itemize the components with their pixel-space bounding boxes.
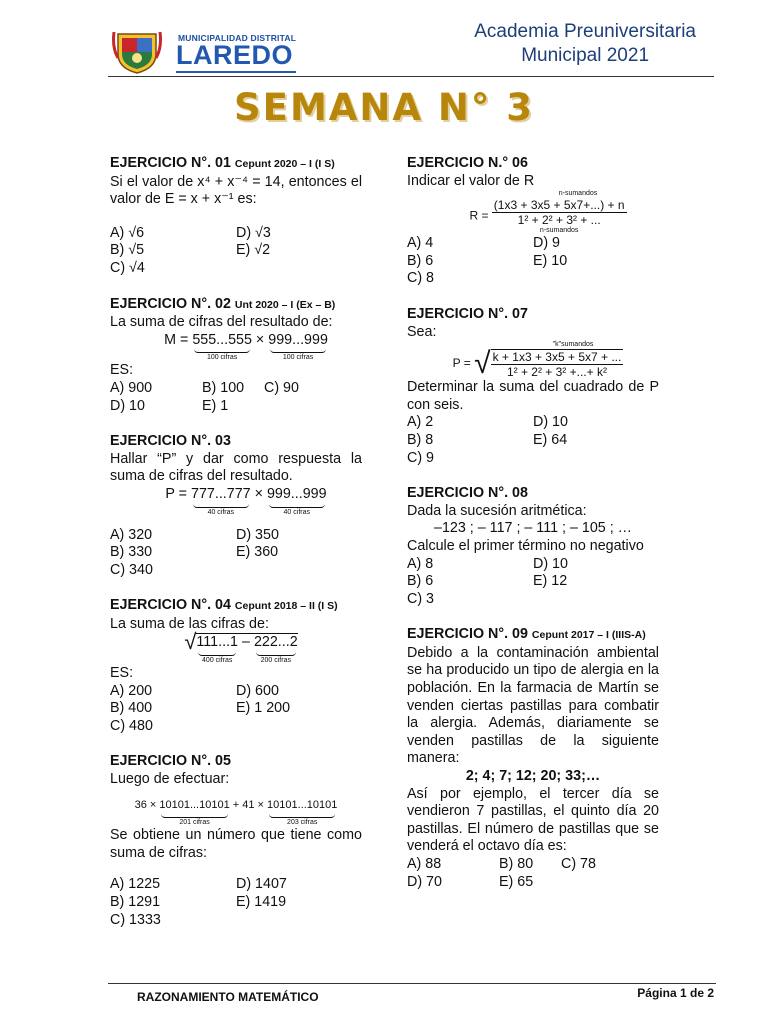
sqrt-icon: √ bbox=[184, 629, 197, 655]
page-number: Página 1 de 2 bbox=[637, 986, 714, 1000]
municipal-logo bbox=[112, 28, 300, 74]
option-a: A) 8 bbox=[407, 555, 434, 572]
term: 777...777 bbox=[191, 485, 251, 502]
underbrace-term bbox=[268, 332, 328, 363]
option-b: B) 100 bbox=[202, 379, 245, 396]
exercise-source: Cepunt 2018 – II (I S) bbox=[234, 600, 338, 613]
left-column bbox=[110, 155, 362, 947]
underbrace-term bbox=[192, 332, 252, 363]
right-column bbox=[407, 155, 659, 909]
exercise-title: EJERCICIO N°. 05 bbox=[110, 753, 231, 770]
logo-title: LAREDO bbox=[176, 40, 293, 70]
formula-lhs: P = bbox=[165, 485, 188, 502]
option-e: E) 10 bbox=[533, 252, 568, 269]
option-d: D) 70 bbox=[407, 873, 442, 890]
underbrace-term bbox=[267, 797, 337, 828]
answer-options bbox=[407, 414, 659, 467]
term: 111...1 bbox=[196, 634, 239, 651]
option-a: A) 1225 bbox=[110, 876, 161, 893]
option-e: E) √2 bbox=[236, 242, 271, 259]
answer-options bbox=[110, 225, 362, 278]
exercise-text: La suma de las cifras de: bbox=[110, 615, 269, 632]
option-e: E) 65 bbox=[499, 873, 534, 890]
option-b: B) 1291 bbox=[110, 894, 161, 910]
exercise-source: Cepunt 2017 – I (IIIS-A) bbox=[531, 629, 646, 642]
option-c: C) 8 bbox=[407, 270, 435, 287]
option-c: C) 78 bbox=[561, 856, 596, 872]
formula bbox=[110, 797, 362, 828]
option-c: C) 1333 bbox=[110, 911, 161, 928]
underbrace-label: 201 cifras bbox=[179, 819, 210, 827]
exercise-text-2: Se obtiene un número que tiene como suma de cifras: bbox=[110, 827, 362, 861]
exercise-text: Luego de efectuar: bbox=[110, 771, 230, 788]
underbrace-term bbox=[159, 797, 229, 828]
underbrace-term bbox=[191, 486, 251, 517]
option-b: B) 330 bbox=[110, 544, 153, 561]
operator: + 41 × bbox=[232, 798, 264, 811]
option-d: D) 600 bbox=[236, 682, 279, 699]
exercise-source: Cepunt 2020 – I (I S) bbox=[234, 158, 335, 170]
answer-options bbox=[110, 527, 362, 580]
operator: – bbox=[242, 634, 250, 651]
option-b: B) 400 bbox=[110, 700, 153, 717]
option-a: A) 200 bbox=[110, 682, 153, 699]
option-c: C) 90 bbox=[264, 379, 299, 396]
exercise-04 bbox=[110, 597, 362, 735]
exercise-heading bbox=[407, 626, 659, 645]
answer-options bbox=[110, 683, 362, 736]
option-a: A) 88 bbox=[407, 856, 442, 872]
formula bbox=[437, 190, 659, 235]
option-d: D) 10 bbox=[533, 414, 568, 431]
page-title: SEMANA N° 3 bbox=[234, 86, 534, 129]
exercise-title: EJERCICIO N°. 04 bbox=[110, 597, 231, 614]
underbrace-label: 100 cifras bbox=[206, 354, 238, 362]
term: 999...999 bbox=[268, 331, 328, 348]
option-c: C) 340 bbox=[110, 561, 153, 578]
exercise-text: Hallar “P” y dar como respuesta la suma de cifras del resultado. bbox=[110, 450, 362, 485]
es-label: ES: bbox=[110, 362, 134, 379]
exercise-08 bbox=[407, 485, 659, 608]
underbrace-label: 400 cifras bbox=[202, 657, 233, 665]
denominator: 1² + 2² + 3² +...+ k² bbox=[506, 365, 607, 380]
radicand bbox=[196, 633, 297, 665]
academy-name bbox=[474, 20, 696, 68]
footer-course: RAZONAMIENTO MATEMÁTICO bbox=[137, 990, 319, 1004]
numerator: (1x3 + 3x5 + 5x7+...) + n bbox=[493, 198, 625, 213]
formula-lhs: P = bbox=[452, 356, 471, 371]
sqrt-icon: √ bbox=[474, 347, 491, 381]
option-a: A) 900 bbox=[110, 379, 153, 396]
sequence: –123 ; – 117 ; – 111 ; – 105 ; … bbox=[434, 520, 632, 537]
underbrace-label: 200 cifras bbox=[260, 657, 291, 665]
option-e: E) 64 bbox=[533, 431, 568, 448]
logo-underline bbox=[176, 71, 296, 73]
exercise-06 bbox=[407, 155, 659, 288]
formula-bottom-label: n-sumandos bbox=[539, 227, 579, 235]
underbrace-label: 40 cifras bbox=[207, 508, 235, 516]
header-divider bbox=[108, 76, 714, 77]
exercise-text-2: Calcule el primer término no negativo bbox=[407, 537, 644, 554]
formula bbox=[110, 629, 362, 665]
option-d: D) 10 bbox=[533, 555, 568, 572]
exercise-text: Dada la sucesión aritmética: bbox=[407, 502, 587, 519]
exercise-title: EJERCICIO N.° 06 bbox=[407, 155, 528, 171]
exercise-title: EJERCICIO N°. 09 bbox=[407, 626, 528, 643]
logo-subtitle: MUNICIPALIDAD DISTRITAL bbox=[178, 33, 297, 43]
option-b: B) 80 bbox=[499, 856, 534, 872]
option-e: E) 12 bbox=[533, 573, 568, 590]
exercise-heading bbox=[110, 296, 362, 315]
exercise-02 bbox=[110, 296, 362, 416]
exercise-title: EJERCICIO N°. 02 bbox=[110, 295, 231, 312]
operator: × bbox=[255, 331, 265, 348]
exercise-text: La suma de cifras del resultado de: bbox=[110, 314, 333, 331]
exercise-title: EJERCICIO N°. 08 bbox=[407, 485, 528, 502]
underbrace-term bbox=[267, 486, 327, 517]
underbrace-term bbox=[254, 634, 298, 665]
exercise-09 bbox=[407, 626, 659, 891]
term: 555...555 bbox=[192, 331, 252, 348]
option-b: B) 6 bbox=[407, 573, 434, 590]
coat-of-arms-icon bbox=[112, 28, 162, 74]
exercise-text: Debido a la contaminación ambiental se ha producido un tipo de alergia en la población. En la farmacia de Martín se venden ciertas pastillas para combatir la alergia. Además, diariamente se venden pastillas de la siguiente manera: bbox=[407, 644, 659, 767]
option-c: C) √4 bbox=[110, 259, 145, 276]
exercise-text: Indicar el valor de R bbox=[407, 172, 535, 189]
term: 10101...10101 bbox=[267, 798, 338, 811]
exercise-title: EJERCICIO N°. 01 bbox=[110, 155, 231, 171]
option-c: C) 9 bbox=[407, 449, 435, 466]
exercise-title: EJERCICIO N°. 03 bbox=[110, 433, 231, 450]
option-a: A) 4 bbox=[407, 235, 434, 252]
answer-options bbox=[407, 235, 659, 288]
exercise-title: EJERCICIO N°. 07 bbox=[407, 305, 528, 322]
fraction bbox=[491, 349, 624, 379]
underbrace-label: 100 cifras bbox=[282, 354, 314, 362]
exercise-03 bbox=[110, 433, 362, 579]
option-d: D) 10 bbox=[110, 397, 145, 414]
option-e: E) 1 bbox=[202, 397, 229, 414]
formula-top-label: "k"sumandos bbox=[552, 341, 594, 349]
footer-divider bbox=[108, 983, 716, 984]
option-d: D) 9 bbox=[533, 235, 561, 252]
exercise-05 bbox=[110, 753, 362, 929]
option-e: E) 1419 bbox=[236, 894, 287, 910]
term: 222...2 bbox=[253, 634, 298, 651]
option-b: B) 6 bbox=[407, 252, 434, 269]
underbrace-label: 40 cifras bbox=[283, 508, 310, 516]
option-d: D) √3 bbox=[236, 224, 271, 241]
sequence: 2; 4; 7; 12; 20; 33;… bbox=[465, 768, 601, 785]
term: 999...999 bbox=[266, 485, 327, 502]
operator: × bbox=[254, 485, 263, 502]
option-a: A) 2 bbox=[407, 414, 434, 431]
option-d: D) 350 bbox=[236, 526, 279, 543]
option-b: B) √5 bbox=[110, 242, 145, 259]
exercise-heading bbox=[110, 597, 362, 616]
exercise-text: Si el valor de x⁴ + x⁻⁴ = 14, entonces el valor de E = x + x⁻¹ es: bbox=[110, 173, 362, 208]
numerator: k + 1x3 + 3x5 + 5x7 + ... bbox=[492, 350, 622, 365]
option-e: E) 1 200 bbox=[236, 700, 291, 717]
exercise-text: Sea: bbox=[407, 323, 437, 340]
exercise-01 bbox=[110, 155, 362, 278]
option-a: A) 320 bbox=[110, 526, 153, 543]
underbrace-term bbox=[196, 634, 238, 665]
underbrace-label: 203 cifras bbox=[287, 819, 318, 827]
answer-options bbox=[110, 876, 362, 929]
exercise-source: Unt 2020 – I (Ex – B) bbox=[234, 298, 336, 311]
exercise-text-2: Determinar la suma del cuadrado de P con seis. bbox=[407, 379, 659, 413]
academy-line-1: Academia Preuniversitaria bbox=[474, 21, 696, 42]
denominator: 1² + 2² + 3² + ... bbox=[517, 213, 601, 228]
exercise-07 bbox=[407, 306, 659, 467]
formula bbox=[110, 486, 362, 517]
exercise-heading bbox=[110, 155, 362, 174]
answer-options bbox=[407, 556, 659, 609]
option-e: E) 360 bbox=[236, 544, 279, 561]
option-b: B) 8 bbox=[407, 431, 434, 448]
formula-lhs: M = bbox=[164, 331, 189, 348]
exercise-text-2: Así por ejemplo, el tercer día se vendieron 7 pastillas, el quinto día 20 pastillas. El número de pastillas que se venderá el octavo día es: bbox=[407, 785, 659, 855]
option-d: D) 1407 bbox=[236, 876, 287, 893]
option-c: C) 3 bbox=[407, 590, 435, 607]
option-c: C) 480 bbox=[110, 717, 153, 734]
formula-top-label: n-sumandos bbox=[558, 190, 598, 198]
answer-options bbox=[110, 380, 362, 415]
term: 10101...10101 bbox=[159, 798, 230, 811]
option-a: A) √6 bbox=[110, 224, 145, 241]
academy-line-2: Municipal 2021 bbox=[521, 45, 650, 66]
coefficient: 36 × bbox=[134, 798, 157, 811]
formula-lhs: R = bbox=[469, 208, 489, 223]
fraction bbox=[492, 198, 627, 235]
answer-options bbox=[407, 856, 659, 891]
formula bbox=[110, 332, 362, 363]
formula bbox=[417, 341, 659, 379]
es-label: ES: bbox=[110, 665, 134, 682]
